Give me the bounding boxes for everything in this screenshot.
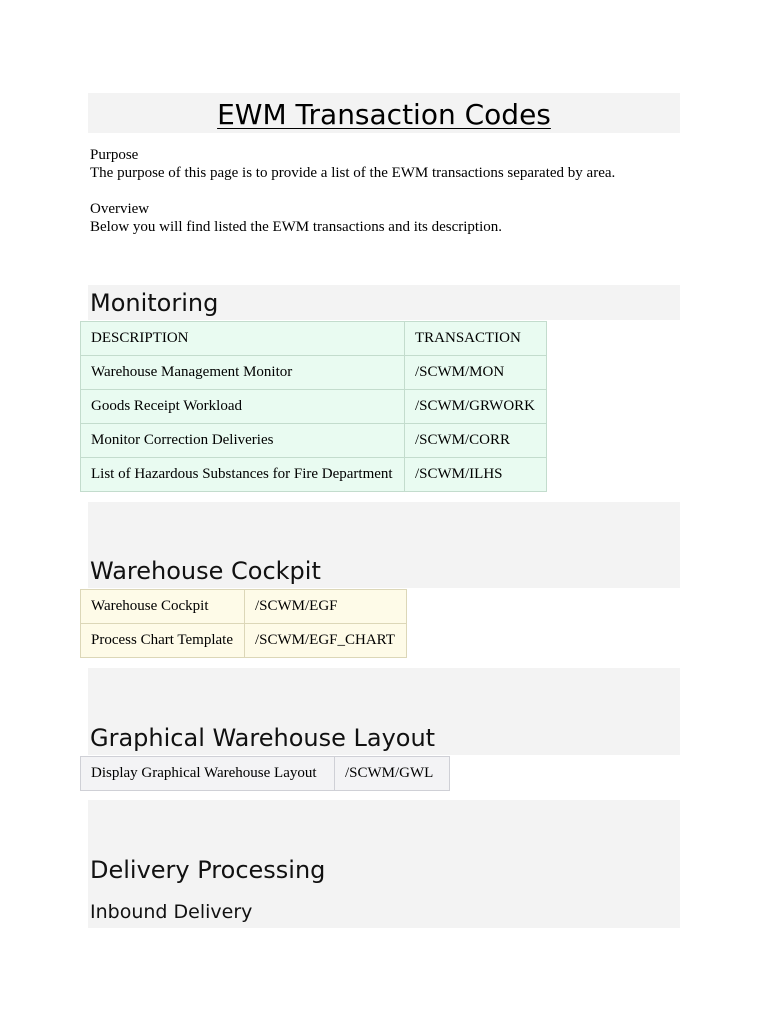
table-row [81, 424, 547, 458]
table-row [81, 390, 547, 424]
row-description: Display Graphical Warehouse Layout [81, 757, 335, 791]
row-transaction: /SCWM/EGF_CHART [245, 624, 407, 658]
row-description: Warehouse Management Monitor [81, 356, 405, 390]
row-description: List of Hazardous Substances for Fire Department [81, 458, 405, 492]
table-row [81, 624, 407, 658]
row-description: Process Chart Template [81, 624, 245, 658]
row-description: Monitor Correction Deliveries [81, 424, 405, 458]
cockpit-heading: Warehouse Cockpit [90, 557, 321, 585]
purpose-label: Purpose [90, 147, 139, 163]
delivery-heading: Delivery Processing [90, 856, 326, 884]
layout-heading: Graphical Warehouse Layout [90, 724, 436, 752]
table-row [81, 590, 407, 624]
row-description: Goods Receipt Workload [81, 390, 405, 424]
inbound-delivery-subheading: Inbound Delivery [90, 901, 253, 923]
row-transaction: /SCWM/ILHS [405, 458, 547, 492]
table-row [81, 458, 547, 492]
row-transaction: /SCWM/GRWORK [405, 390, 547, 424]
header-transaction: TRANSACTION [405, 322, 547, 356]
row-transaction: /SCWM/EGF [245, 590, 407, 624]
table-row [81, 356, 547, 390]
row-transaction: /SCWM/GWL [335, 757, 450, 791]
table-row [81, 757, 450, 791]
monitoring-table [80, 321, 547, 492]
header-description: DESCRIPTION [81, 322, 405, 356]
page-title: EWM Transaction Codes [88, 93, 680, 133]
row-transaction: /SCWM/CORR [405, 424, 547, 458]
overview-label: Overview [90, 201, 150, 217]
purpose-text: The purpose of this page is to provide a list of the EWM transactions separated by area. [90, 165, 616, 181]
row-description: Warehouse Cockpit [81, 590, 245, 624]
layout-table [80, 756, 450, 791]
overview-text: Below you will find listed the EWM transactions and its description. [90, 219, 503, 235]
cockpit-table [80, 589, 407, 658]
table-header-row [81, 322, 547, 356]
monitoring-heading: Monitoring [90, 289, 219, 317]
row-transaction: /SCWM/MON [405, 356, 547, 390]
